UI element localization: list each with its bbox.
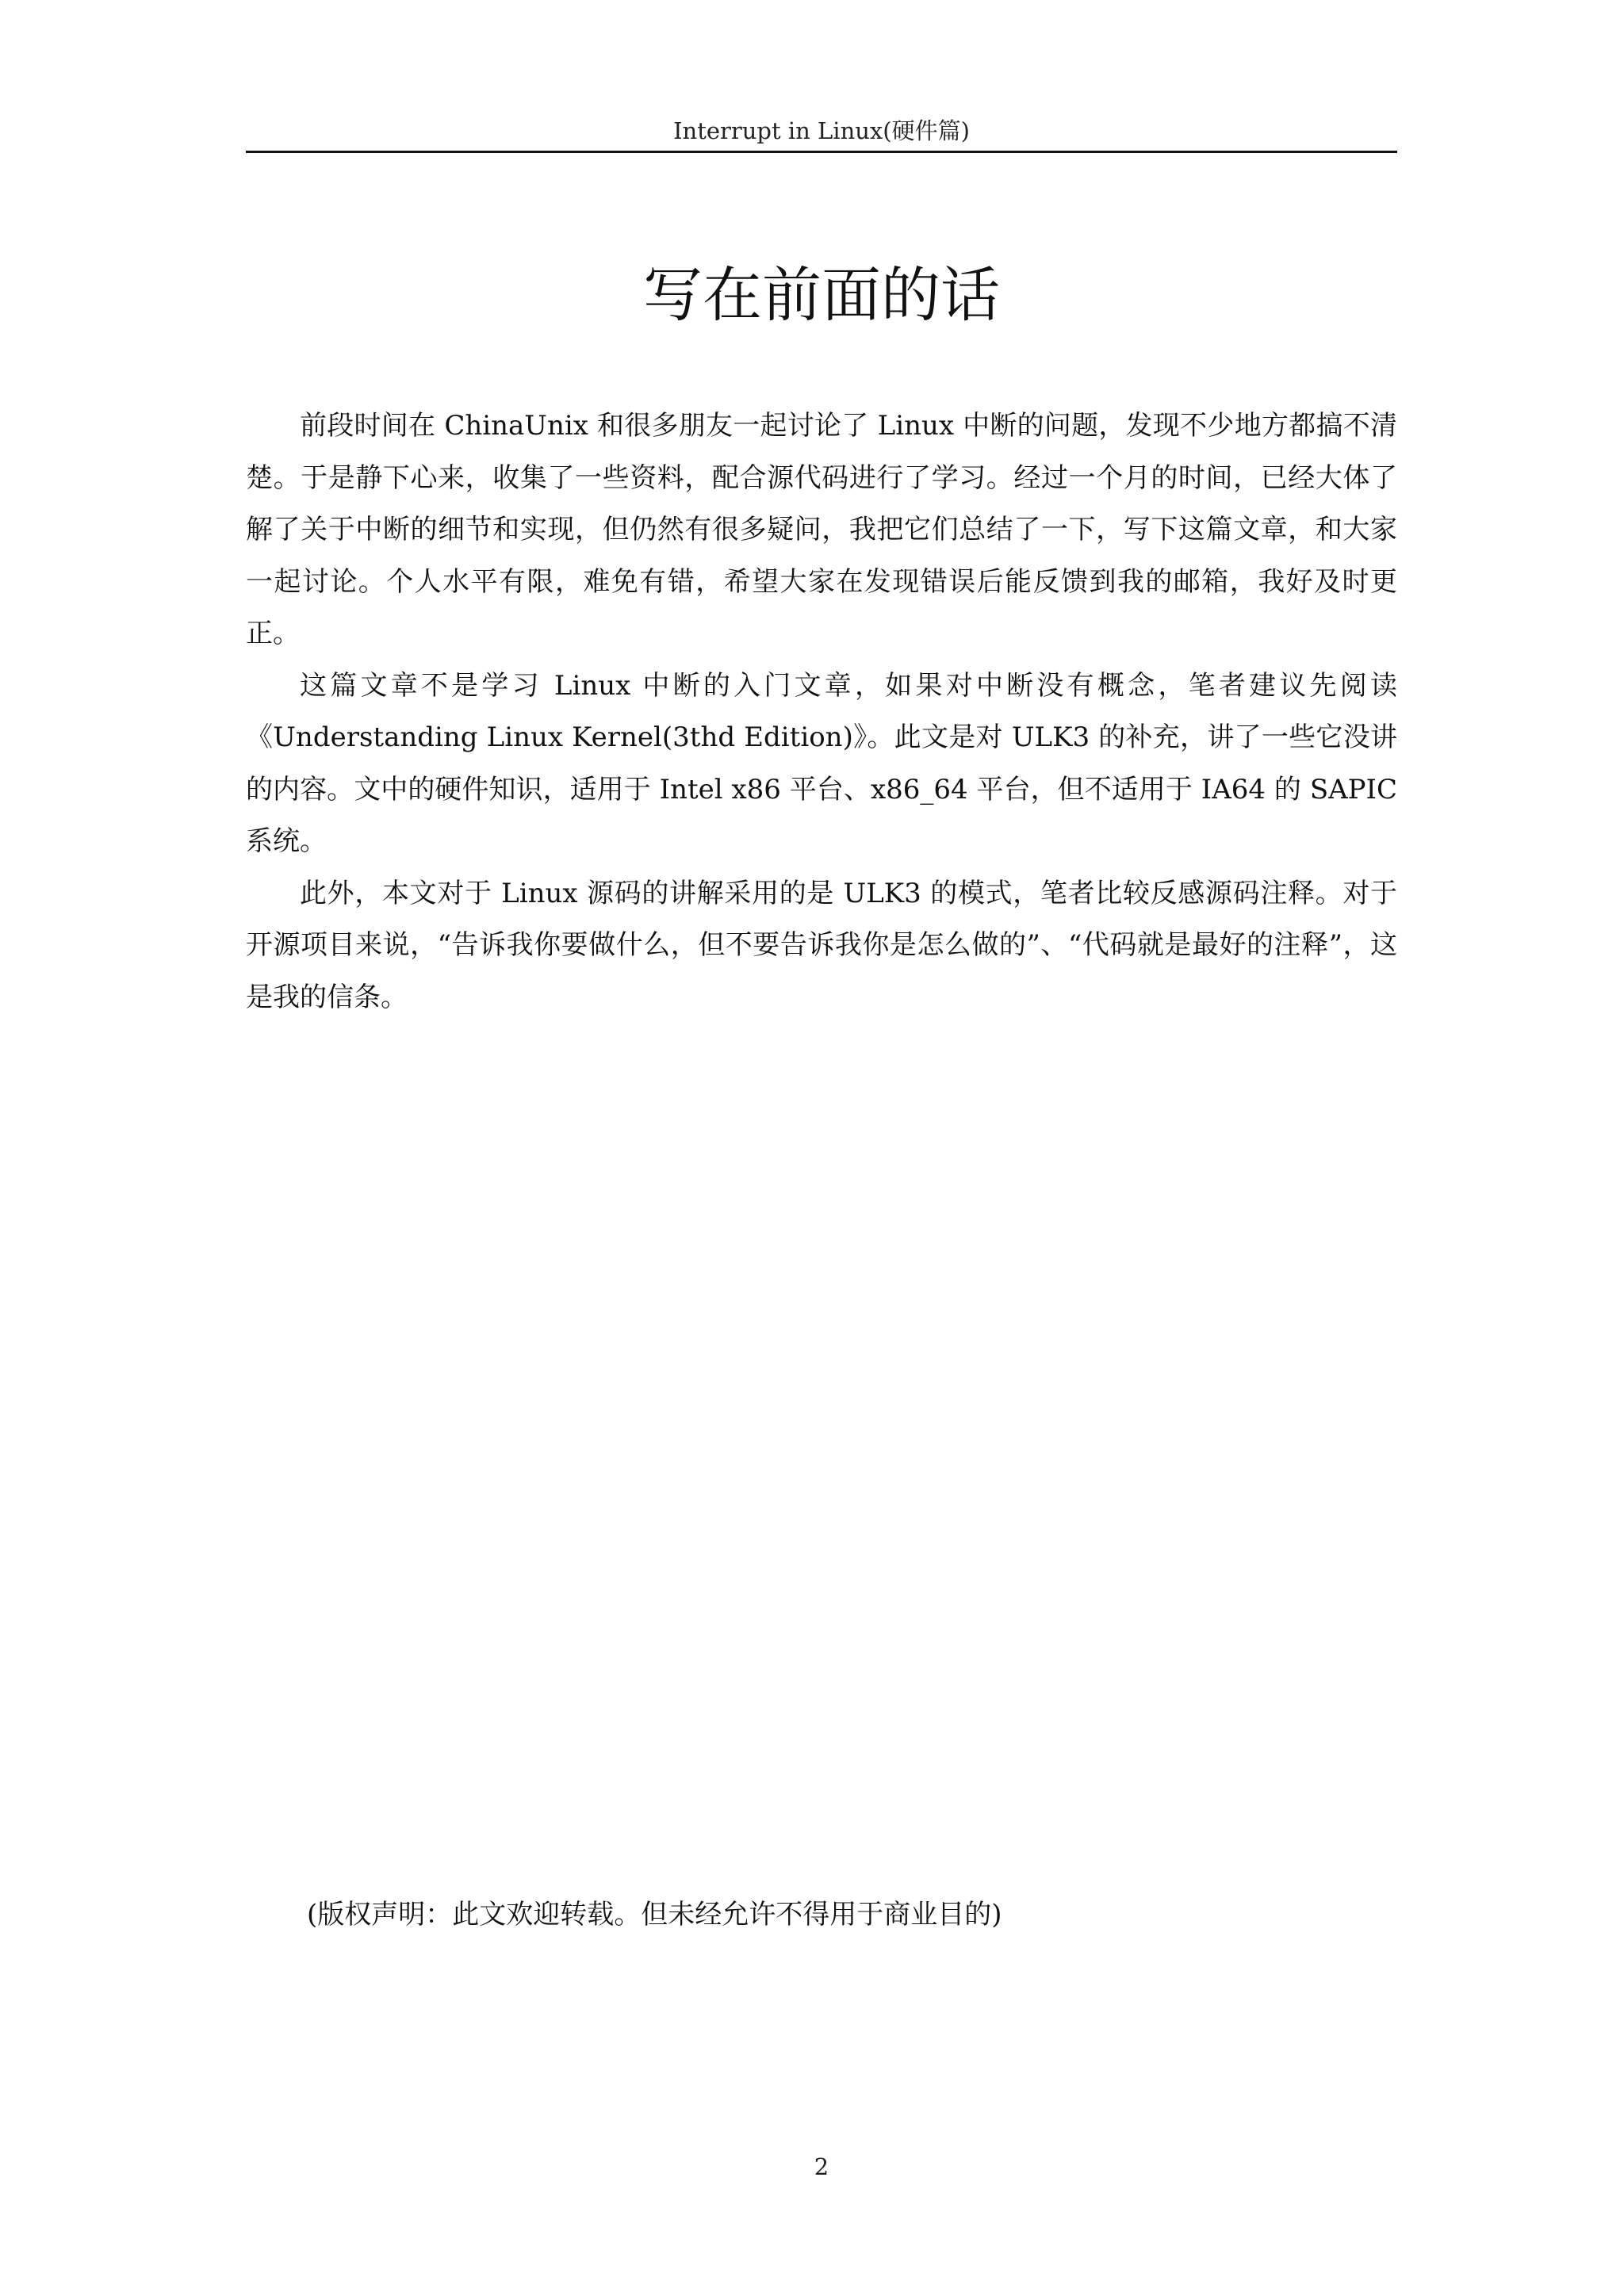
paragraph-style: 此外，本文对于 Linux 源码的讲解采用的是 ULK3 的模式，笔者比较反感源码注释。对于开源项目来说，“告诉我你要做什么，但不要告诉我你是怎么做的”、“代码就是最好的注释”，这是我的信条。 (246, 877, 1397, 1013)
body-text (246, 400, 1397, 1024)
paragraph-intro: 前段时间在 ChinaUnix 和很多朋友一起讨论了 Linux 中断的问题，发现不少地方都搞不清楚。于是静下心来，收集了一些资料，配合源代码进行了学习。经过一个月的时间，已经大体了解了关于中断的细节和实现，但仍然有很多疑问，我把它们总结了一下，写下这篇文章，和大家一起讨论。个人水平有限，难免有错，希望大家在发现错误后能反馈到我的邮箱，我好及时更正。 (246, 410, 1397, 649)
header-rule (246, 151, 1397, 153)
copyright-notice: (版权声明：此文欢迎转载。但未经允许不得用于商业目的) (307, 1899, 1002, 1931)
running-header: Interrupt in Linux(硬件篇) (673, 117, 970, 144)
paragraph-scope: 这篇文章不是学习 Linux 中断的入门文章，如果对中断没有概念，笔者建议先阅读《Understanding Linux Kernel(3thd Edition)》。此文是对 ULK3 的补充，讲了一些它没讲的内容。文中的硬件知识，适用于 Intel x86 平台、x86_64 平台，但不适用于 IA64 的 SAPIC 系统。 (246, 669, 1397, 857)
page-number: 2 (814, 2153, 829, 2180)
page-title: 写在前面的话 (642, 260, 1000, 330)
